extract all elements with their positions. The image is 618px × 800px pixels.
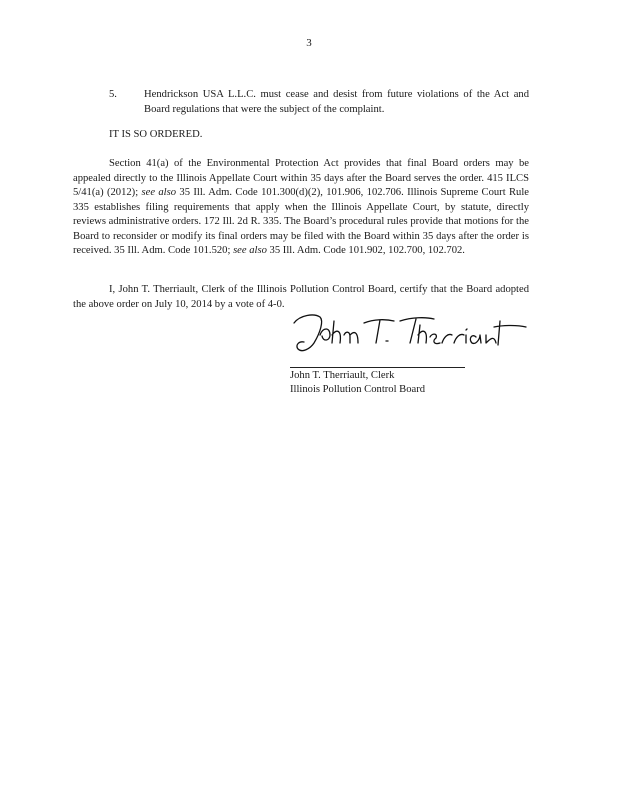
see-also-1: see also [141, 187, 177, 198]
handwritten-signature [290, 309, 530, 357]
page-number: 3 [306, 37, 312, 49]
appeal-text-1: Section 41(a) of the Environmental Protection Act provides that final Board orders may be appealed directly to the Illinois Appellate Court within 35 days after the Board serves the order. 415 ILCS 5/41(a) (2012); [73, 158, 529, 198]
signature-line [290, 367, 465, 368]
appeal-paragraph [73, 157, 529, 259]
appeal-text-3: 35 Ill. Adm. Code 101.902, 102.700, 102.702. [266, 245, 465, 256]
see-also-2: see also [233, 245, 267, 256]
board-name: Illinois Pollution Control Board [290, 384, 426, 395]
clerk-name: John T. Therriault, Clerk [290, 370, 395, 381]
so-ordered: IT IS SO ORDERED. [109, 129, 203, 140]
order-item-5 [73, 88, 529, 117]
item-text: Hendrickson USA L.L.C. must cease and desist from future violations of the Act and Board regulations that were the subject of the complaint. [144, 89, 529, 115]
clerk-block [290, 369, 425, 397]
certification-paragraph: I, John T. Therriault, Clerk of the Illinois Pollution Control Board, certify that the Board adopted the above order on July 10, 2014 by a vote of 4-0. [73, 284, 529, 310]
appeal-text-2: 35 Ill. Adm. Code 101.300(d)(2), 101.906, 102.706. Illinois Supreme Court Rule 335 establishes filing requirements that apply when the Illinois Appellate Court, by statute, directly reviews administrative orders. 172 Ill. 2d R. 335. The Board’s procedural rules provide that motions for the Board to reconsider or modify its final orders may be filed with the Board within 35 days after the order is received. 35 Ill. Adm. Code 101.520; [73, 187, 529, 256]
item-number: 5. [109, 89, 117, 100]
